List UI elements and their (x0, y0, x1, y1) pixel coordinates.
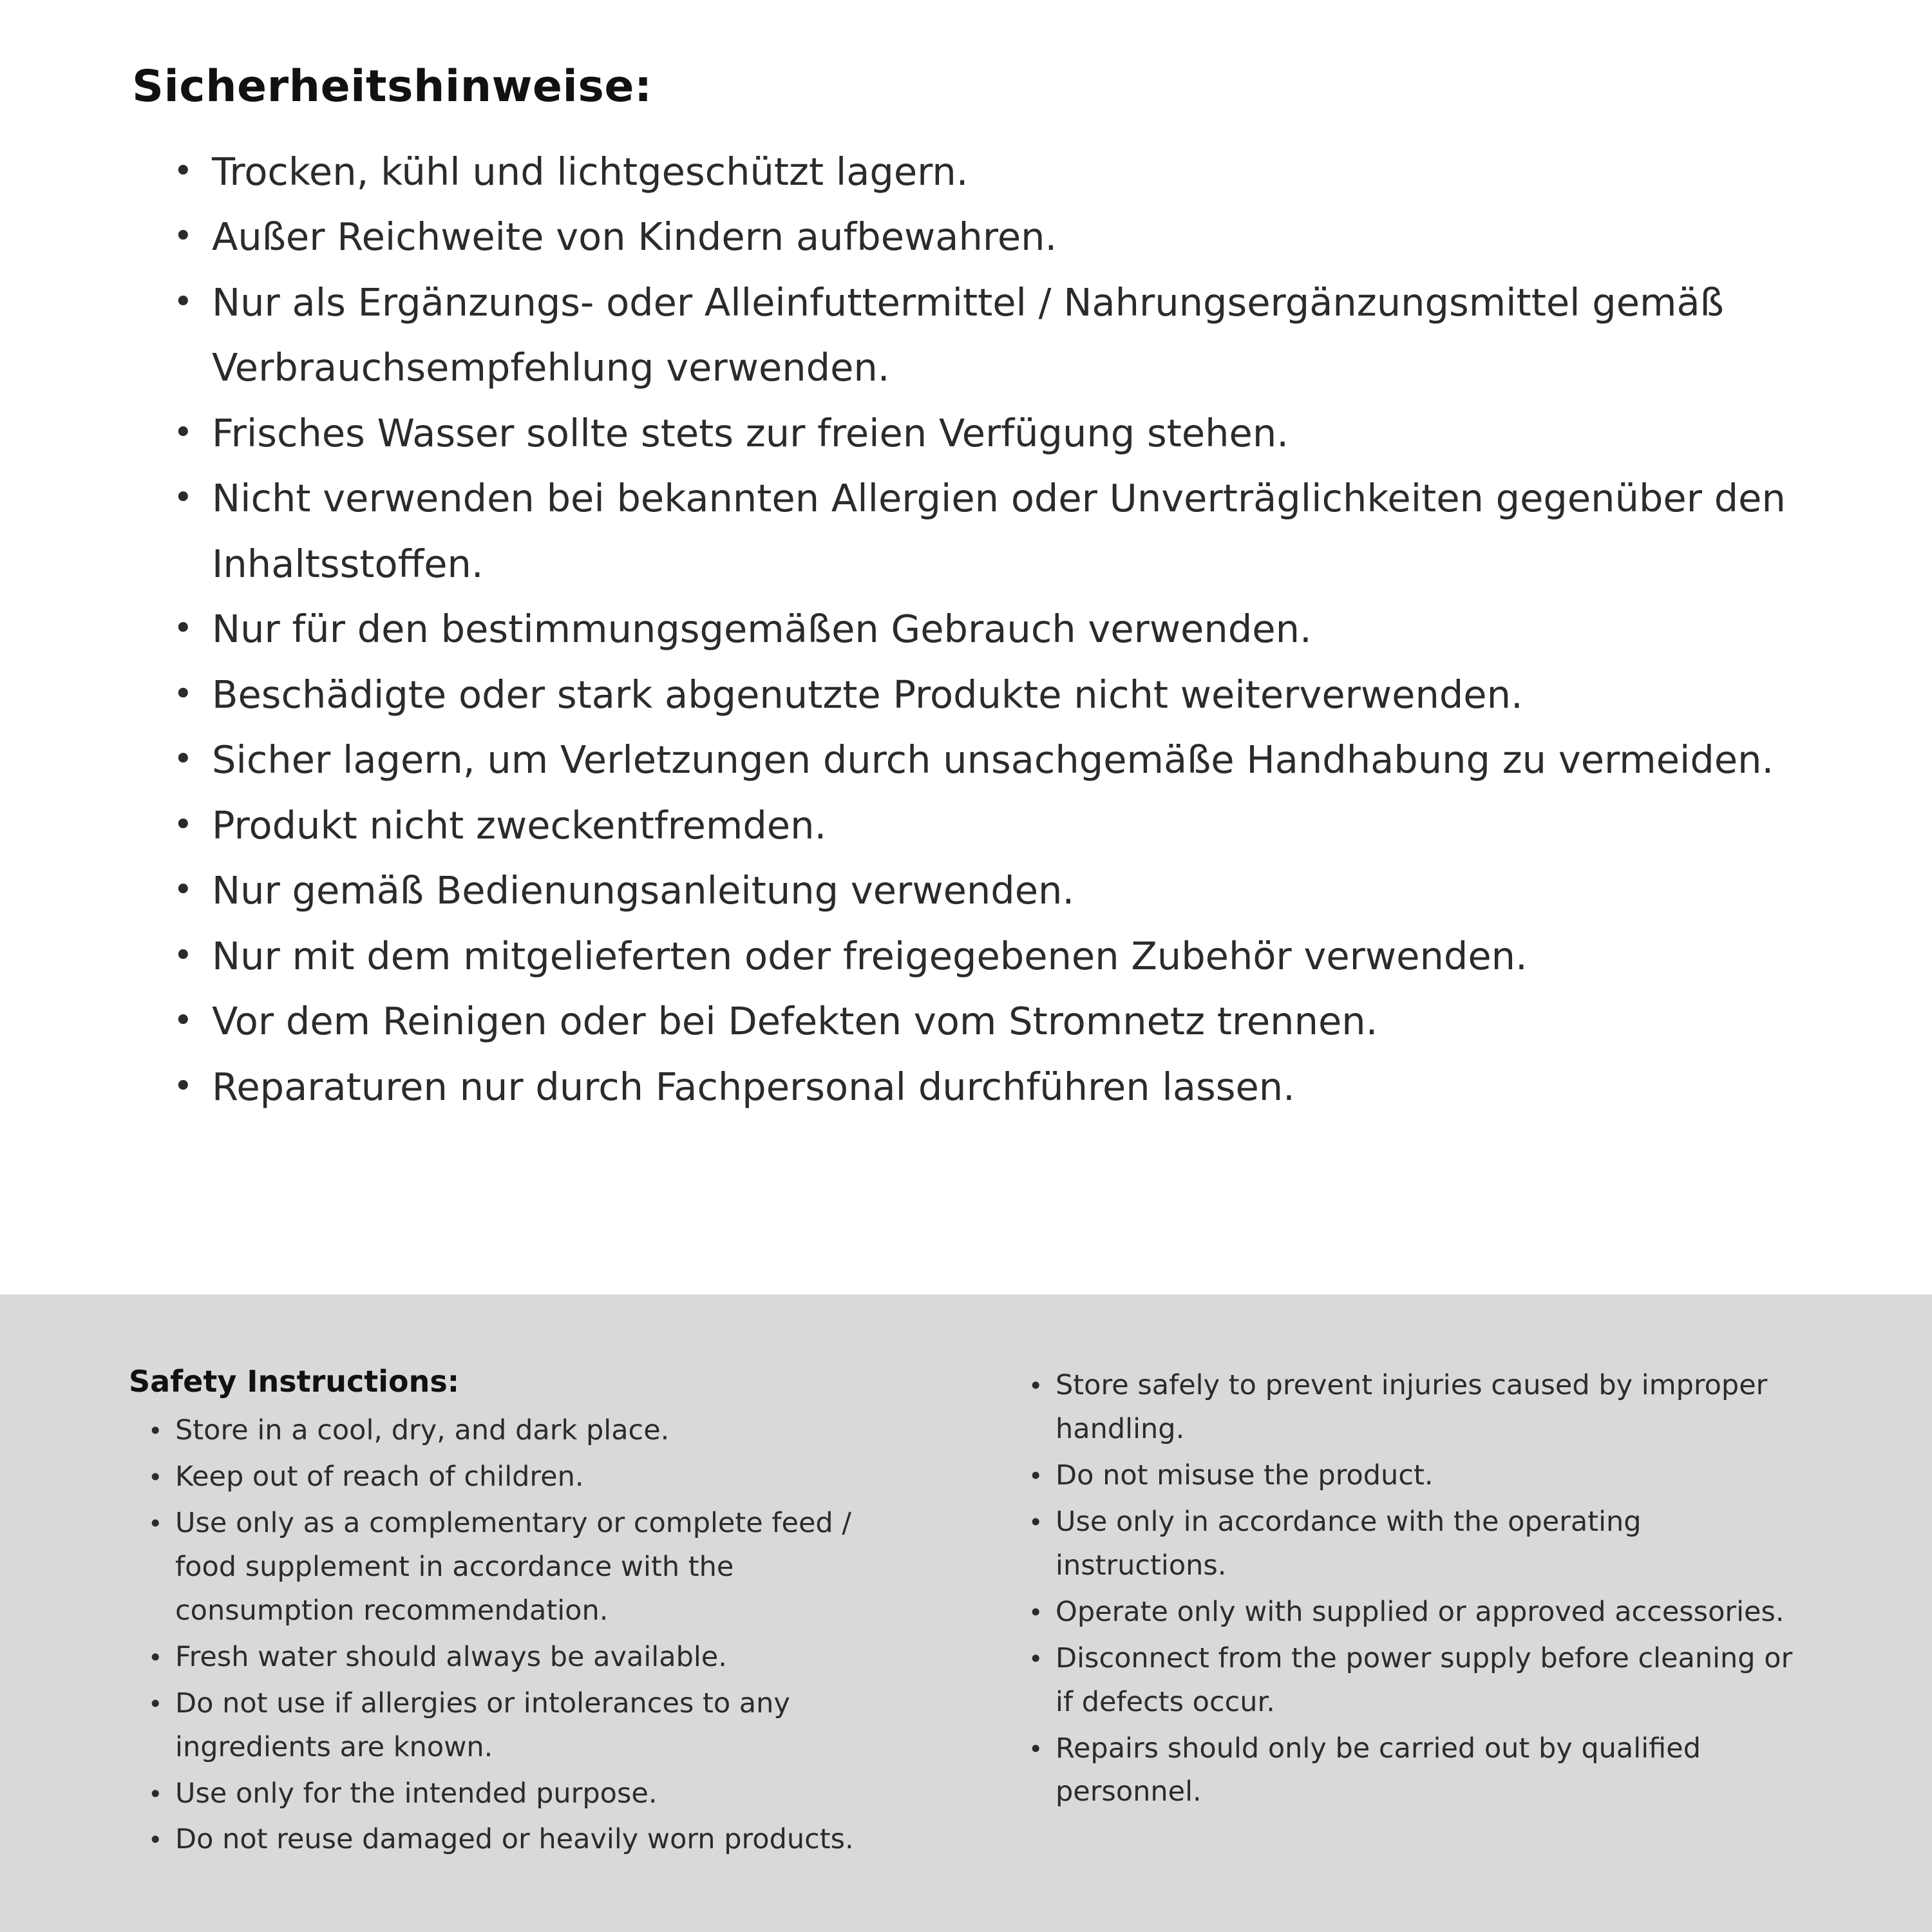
list-item: • Außer Reichweite von Kindern aufbewahren. (172, 204, 1829, 269)
list-item: • Produkt nicht zweckentfremden. (172, 793, 1829, 858)
list-item: • Vor dem Reinigen oder bei Defekten vom Stromnetz trennen. (172, 989, 1829, 1054)
list-item: • Nur als Ergänzungs- oder Alleinfuttermittel / Nahrungsergänzungsmittel gemäß Verbrauchsempfehlung verwenden. (172, 270, 1829, 401)
list-item: • Reparaturen nur durch Fachpersonal durchführen lassen. (172, 1054, 1829, 1119)
list-item: • Use only for the intended purpose. (147, 1772, 918, 1816)
list-item: • Do not use if allergies or intolerances to any ingredients are known. (147, 1682, 918, 1770)
german-instruction-list (172, 139, 1829, 1119)
list-item: • Do not reuse damaged or heavily worn products. (147, 1818, 918, 1862)
list-item: • Use only in accordance with the operating instructions. (1027, 1501, 1816, 1588)
list-item: • Use only as a complementary or complete feed / food supplement in accordance with the consumption recommendation. (147, 1502, 918, 1633)
german-section-title: Sicherheitshinweise: (132, 61, 652, 112)
list-item: • Beschädigte oder stark abgenutzte Produkte nicht weiterverwenden. (172, 662, 1829, 727)
list-item: • Disconnect from the power supply before cleaning or if defects occur. (1027, 1637, 1816, 1725)
list-item: • Store in a cool, dry, and dark place. (147, 1409, 918, 1453)
list-item: • Nicht verwenden bei bekannten Allergien oder Unverträglichkeiten gegenüber den Inhaltsstoffen. (172, 466, 1829, 596)
list-item: • Nur mit dem mitgelieferten oder freigegebenen Zubehör verwenden. (172, 923, 1829, 989)
english-left-column (129, 1364, 918, 1864)
english-section (0, 1294, 1932, 1932)
list-item: • Nur für den bestimmungsgemäßen Gebrauch verwenden. (172, 596, 1829, 661)
list-item: • Store safely to prevent injuries caused by improper handling. (1027, 1364, 1816, 1452)
list-item: • Repairs should only be carried out by qualified personnel. (1027, 1727, 1816, 1815)
list-item: • Trocken, kühl und lichtgeschützt lagern. (172, 139, 1829, 204)
list-item: • Fresh water should always be available. (147, 1636, 918, 1680)
english-right-column (1027, 1364, 1816, 1817)
english-instruction-list-right (1027, 1364, 1816, 1814)
list-item: • Sicher lagern, um Verletzungen durch unsachgemäße Handhabung zu vermeiden. (172, 727, 1829, 792)
list-item: • Do not misuse the product. (1027, 1454, 1816, 1498)
list-item: • Nur gemäß Bedienungsanleitung verwenden. (172, 858, 1829, 923)
list-item: • Frisches Wasser sollte stets zur freien Verfügung stehen. (172, 401, 1829, 466)
english-section-title: Safety Instructions: (129, 1364, 460, 1399)
list-item: • Keep out of reach of children. (147, 1455, 918, 1499)
english-instruction-list-left (147, 1409, 918, 1862)
list-item: • Operate only with supplied or approved accessories. (1027, 1591, 1816, 1634)
